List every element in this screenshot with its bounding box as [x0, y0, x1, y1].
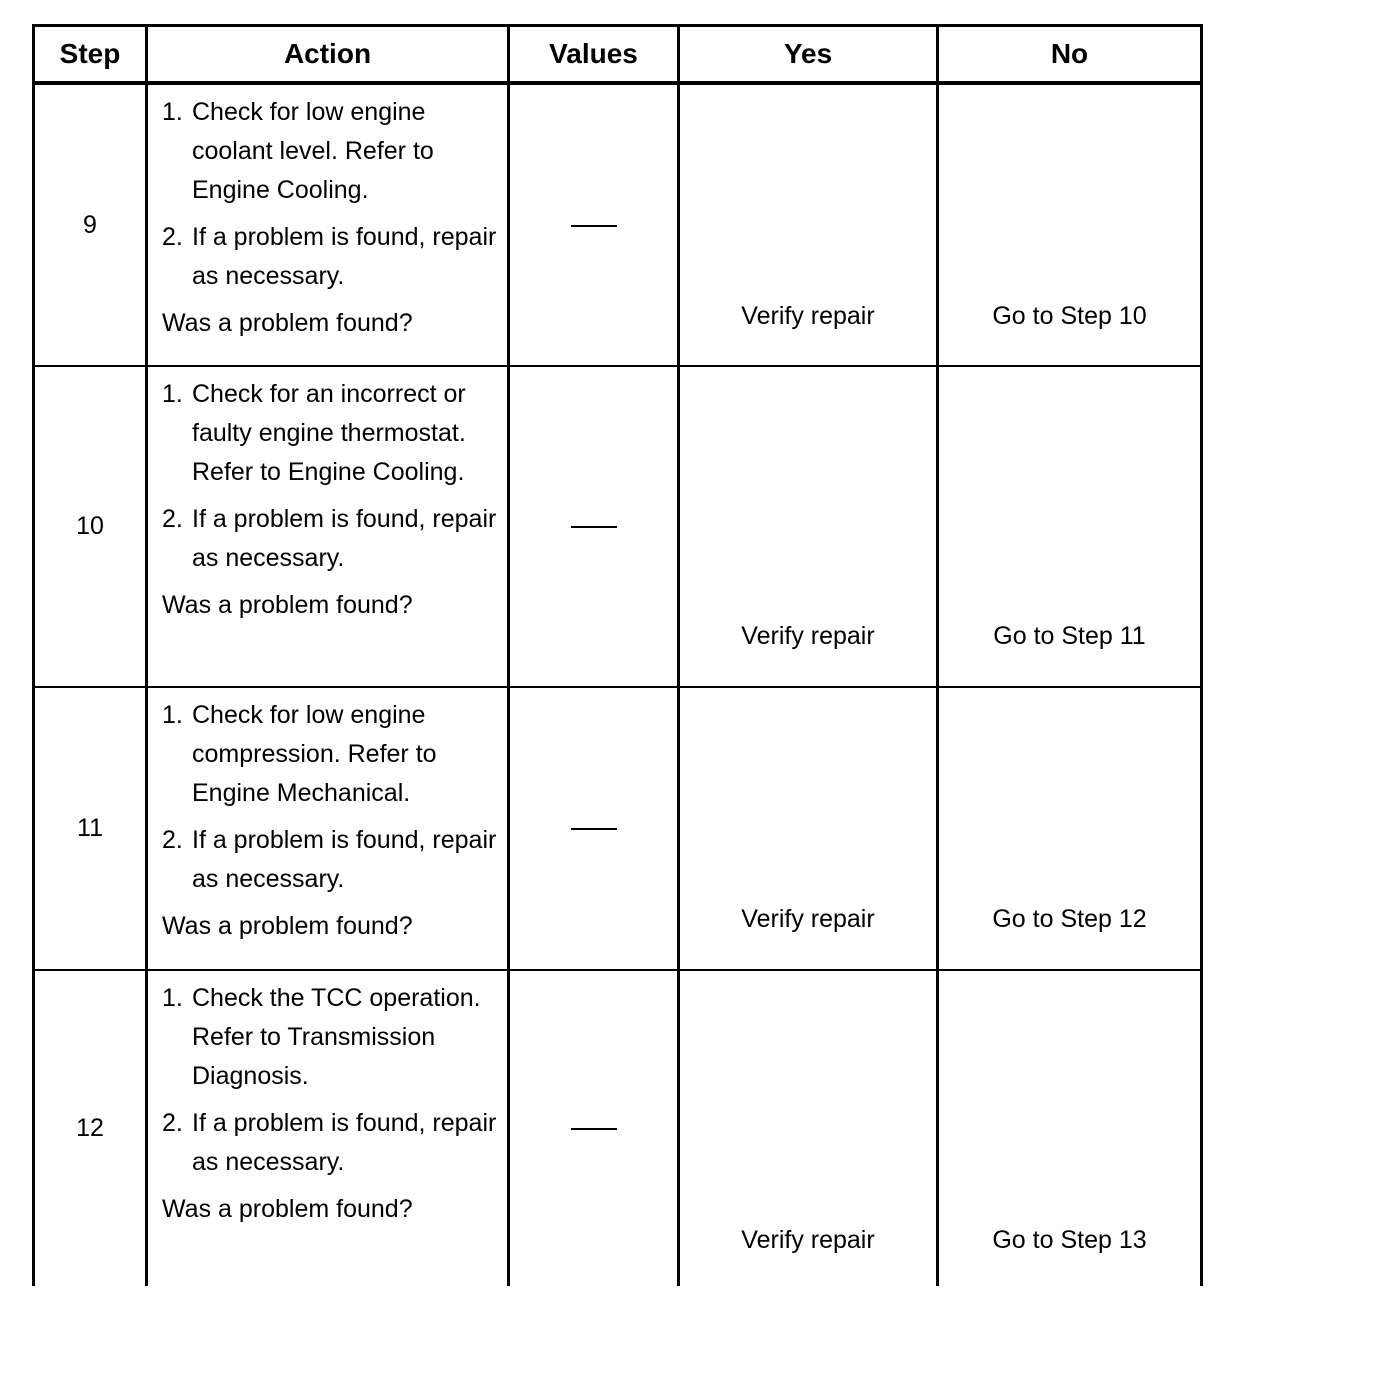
yes-cell: [679, 83, 938, 366]
step-number: 9: [34, 83, 147, 366]
yes-result: Verify repair: [741, 622, 875, 650]
value-dash: [571, 526, 617, 528]
no-result: Go to Step 10: [992, 302, 1147, 330]
action-question: Was a problem found?: [162, 309, 413, 337]
no-result: Go to Step 11: [993, 622, 1146, 650]
action-item: 1. Check for low engine coolant level. Refer to Engine Cooling.: [162, 98, 434, 204]
value-dash: [571, 225, 617, 227]
action-item: 1. Check for low engine compression. Refer to Engine Mechanical.: [162, 701, 437, 807]
action-item: 2. If a problem is found, repair as necessary.: [162, 223, 497, 290]
no-cell: [938, 83, 1202, 366]
yes-cell: [679, 687, 938, 970]
table-row: [34, 366, 1202, 687]
header-values: Values: [509, 26, 679, 84]
diagnostic-table-page: [32, 24, 1200, 1284]
values-cell: [509, 83, 679, 366]
value-dash: [571, 828, 617, 830]
action-question: Was a problem found?: [162, 912, 413, 940]
table-row: [34, 687, 1202, 970]
no-cell: [938, 366, 1202, 687]
table-row: [34, 83, 1202, 366]
action-question: Was a problem found?: [162, 1195, 413, 1223]
action-cell: [147, 366, 509, 687]
values-cell: [509, 366, 679, 687]
header-step: Step: [34, 26, 147, 84]
no-result: Go to Step 12: [992, 905, 1147, 933]
yes-result: Verify repair: [741, 1226, 875, 1254]
step-number: 10: [34, 366, 147, 687]
header-yes: Yes: [679, 26, 938, 84]
action-item: 2. If a problem is found, repair as necessary.: [162, 1109, 497, 1176]
yes-cell: [679, 366, 938, 687]
step-number: 11: [34, 687, 147, 970]
action-item: 2. If a problem is found, repair as necessary.: [162, 505, 497, 572]
no-cell: [938, 687, 1202, 970]
action-question: Was a problem found?: [162, 591, 413, 619]
yes-result: Verify repair: [741, 905, 875, 933]
no-result: Go to Step 13: [992, 1226, 1147, 1254]
action-item: 1. Check the TCC operation. Refer to Transmission Diagnosis.: [162, 984, 481, 1090]
table-row: [34, 970, 1202, 1286]
action-cell: [147, 687, 509, 970]
header-row: [34, 26, 1202, 84]
table-body: [34, 83, 1202, 1286]
yes-cell: [679, 970, 938, 1286]
action-item: 1. Check for an incorrect or faulty engine thermostat. Refer to Engine Cooling.: [162, 380, 466, 486]
values-cell: [509, 970, 679, 1286]
values-cell: [509, 687, 679, 970]
header-no: No: [938, 26, 1202, 84]
value-dash: [571, 1128, 617, 1130]
yes-result: Verify repair: [741, 302, 875, 330]
action-item: 2. If a problem is found, repair as necessary.: [162, 826, 497, 893]
step-number: 12: [34, 970, 147, 1286]
diagnostic-table: [32, 24, 1203, 1286]
no-cell: [938, 970, 1202, 1286]
action-cell: [147, 970, 509, 1286]
header-action: Action: [147, 26, 509, 84]
action-cell: [147, 83, 509, 366]
